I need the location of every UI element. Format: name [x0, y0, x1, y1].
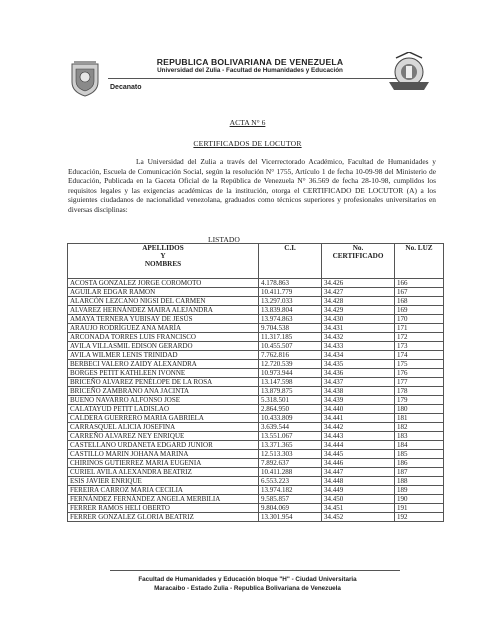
cell-ci: 13.301.954	[259, 513, 322, 522]
header-decanato: Decanato	[110, 84, 142, 91]
table-row	[68, 369, 444, 378]
header-luz: No. LUZ	[395, 244, 444, 279]
cell-luz: 192	[395, 513, 444, 522]
cell-name: ALARCÓN LEZCANO NIGSI DEL CARMEN	[68, 297, 259, 306]
cell-name: ACOSTA GONZALEZ JORGE COROMOTO	[68, 279, 259, 288]
cell-luz: 179	[395, 396, 444, 405]
cell-certificate: 34.443	[322, 432, 395, 441]
cell-name: ESIS JAVIER ENRIQUE	[68, 477, 259, 486]
cell-name: CHIRINOS GUTIERREZ MARIA EUGENIA	[68, 459, 259, 468]
table-row	[68, 387, 444, 396]
cell-luz: 167	[395, 288, 444, 297]
cell-certificate: 34.447	[322, 468, 395, 477]
cell-certificate: 34.429	[322, 306, 395, 315]
cell-luz: 176	[395, 369, 444, 378]
cell-certificate: 34.436	[322, 369, 395, 378]
cell-ci: 10.433.809	[259, 414, 322, 423]
cell-ci: 9.804.069	[259, 504, 322, 513]
cell-luz: 183	[395, 432, 444, 441]
header-names-line3: NOMBRES	[144, 260, 182, 268]
cell-name: CARREÑO ALVAREZ NEY ENRIQUE	[68, 432, 259, 441]
table-row	[68, 378, 444, 387]
cell-luz: 190	[395, 495, 444, 504]
cell-ci: 12.720.539	[259, 360, 322, 369]
cell-certificate: 34.433	[322, 342, 395, 351]
table-row	[68, 477, 444, 486]
certificate-paragraph: La Universidad del Zulia a través del Vicerrectorado Académico, Facultad de Humanidades y Educación, Escuela de Comunicación Social, según la resolución N° 1755, Artículo 1 de fecha 10-09-98 del Ministerio de Educación, Publicada en la Gaceta Oficial de la República de Venezuela N° 36.569 de fecha 28-10-98, cumplidos los requisitos legales y las exigencias académicas de la institución, otorga el CERTIFICADO DE LOCUTOR (A) a los siguientes ciudadanos de nacionalidad venezolana, graduados como técnicos superiores y profesionales universitarios en diversas disciplinas:	[68, 157, 436, 214]
cell-luz: 166	[395, 279, 444, 288]
cell-ci: 5.318.501	[259, 396, 322, 405]
cell-name: FERNÁNDEZ FERNÁNDEZ ANGELA MERBILIA	[68, 495, 259, 504]
header-subtitle: Universidad del Zulia - Facultad de Humanidades y Educación	[157, 67, 343, 74]
table-row	[68, 342, 444, 351]
table-row	[68, 441, 444, 450]
cell-name: AMAYA TERNERA YUBISAY DE JESÚS	[68, 315, 259, 324]
table-row	[68, 351, 444, 360]
cell-ci: 13.551.067	[259, 432, 322, 441]
cell-certificate: 34.448	[322, 477, 395, 486]
faculty-emblem-icon	[384, 52, 434, 94]
cell-name: FERRER GONZALEZ GLORIA BEATRIZ	[68, 513, 259, 522]
cell-certificate: 34.430	[322, 315, 395, 324]
table-row	[68, 297, 444, 306]
cell-ci: 12.513.303	[259, 450, 322, 459]
cell-name: ARCONADA TORRES LUIS FRANCISCO	[68, 333, 259, 342]
header-divider	[108, 78, 398, 79]
footer-address-line2: Maracaibo - Estado Zulia - Republica Bolivariana de Venezuela	[154, 585, 341, 592]
cell-ci: 13.147.598	[259, 378, 322, 387]
cell-ci: 7.762.816	[259, 351, 322, 360]
cell-name: FERRER RAMOS HELI OBERTO	[68, 504, 259, 513]
cell-name: AVILA WILMER LENIS TRINIDAD	[68, 351, 259, 360]
cell-certificate: 34.444	[322, 441, 395, 450]
cell-name: CALDERA GUERRERO MARIA GABRIELA	[68, 414, 259, 423]
table-row	[68, 513, 444, 522]
university-seal-icon	[68, 60, 102, 98]
header-certificate	[322, 244, 395, 279]
cell-certificate: 34.439	[322, 396, 395, 405]
cell-ci: 13.974.182	[259, 486, 322, 495]
cell-name: BERBECI VALERO ZAIDY ALEXANDRA	[68, 360, 259, 369]
cell-name: AVILA VILLASMIL EDISON GERARDO	[68, 342, 259, 351]
header-certificate-line1: No.	[352, 244, 364, 252]
cell-luz: 185	[395, 450, 444, 459]
header-title: REPUBLICA BOLIVARIANA DE VENEZUELA	[156, 57, 344, 67]
cell-certificate: 34.434	[322, 351, 395, 360]
cell-name: BRICEÑO ALVAREZ PENÉLOPE DE LA ROSA	[68, 378, 259, 387]
table-row	[68, 306, 444, 315]
cell-name: BORGES PETIT KATHLEEN IVONNE	[68, 369, 259, 378]
cell-luz: 184	[395, 441, 444, 450]
cell-certificate: 34.446	[322, 459, 395, 468]
letterhead	[60, 48, 440, 108]
cell-name: CURIEL AVILA ALEXANDRA BEATRIZ	[68, 468, 259, 477]
cell-luz: 178	[395, 387, 444, 396]
cell-ci: 10.411.779	[259, 288, 322, 297]
cell-name: BRICEÑO ZAMBRANO ANA JACINTA	[68, 387, 259, 396]
cell-ci: 9.704.538	[259, 324, 322, 333]
cell-name: AGUILAR EDGAR RAMON	[68, 288, 259, 297]
cell-certificate: 34.428	[322, 297, 395, 306]
cell-ci: 13.371.365	[259, 441, 322, 450]
cell-ci: 13.839.804	[259, 306, 322, 315]
cell-luz: 177	[395, 378, 444, 387]
table-row	[68, 414, 444, 423]
cell-name: FEREIRA CARROZ MARIA CECILIA	[68, 486, 259, 495]
header-certificate-line2: CERTIFICADO	[332, 252, 384, 260]
listado-label: LISTADO	[208, 235, 240, 244]
cell-ci: 11.317.185	[259, 333, 322, 342]
cell-ci: 10.973.944	[259, 369, 322, 378]
cell-certificate: 34.432	[322, 333, 395, 342]
cell-ci: 10.455.507	[259, 342, 322, 351]
cell-name: CALATAYUD PETIT LADISLAO	[68, 405, 259, 414]
certificates-table	[67, 243, 444, 522]
cell-certificate: 34.451	[322, 504, 395, 513]
cell-certificate: 34.452	[322, 513, 395, 522]
cell-certificate: 34.441	[322, 414, 395, 423]
cell-ci: 6.553.223	[259, 477, 322, 486]
cell-luz: 181	[395, 414, 444, 423]
cell-certificate: 34.445	[322, 450, 395, 459]
header-ci: C.I.	[259, 244, 322, 279]
cell-name: ALVAREZ HERNÁNDEZ MAIRA ALEJANDRA	[68, 306, 259, 315]
cell-certificate: 34.437	[322, 378, 395, 387]
cell-ci: 13.297.033	[259, 297, 322, 306]
cell-certificate: 34.435	[322, 360, 395, 369]
table-row	[68, 432, 444, 441]
cell-luz: 174	[395, 351, 444, 360]
table-row	[68, 486, 444, 495]
header-names-line1: APELLIDOS	[142, 244, 184, 252]
cell-certificate: 34.449	[322, 486, 395, 495]
cell-name: CARRASQUEL ALICIA JOSEFINA	[68, 423, 259, 432]
cell-ci: 13.974.863	[259, 315, 322, 324]
cell-name: CASTELLANO URDANETA EDGARD JUNIOR	[68, 441, 259, 450]
table-row	[68, 468, 444, 477]
cell-luz: 168	[395, 297, 444, 306]
acta-number: ACTA N° 6	[229, 118, 266, 127]
table-row	[68, 360, 444, 369]
cell-luz: 188	[395, 477, 444, 486]
cell-luz: 173	[395, 342, 444, 351]
cell-luz: 180	[395, 405, 444, 414]
table-row	[68, 423, 444, 432]
cell-luz: 187	[395, 468, 444, 477]
cell-certificate: 34.440	[322, 405, 395, 414]
table-row	[68, 459, 444, 468]
cell-luz: 175	[395, 360, 444, 369]
cell-name: BUENO NAVARRO ALFONSO JOSE	[68, 396, 259, 405]
table-row	[68, 450, 444, 459]
cell-ci: 2.864.950	[259, 405, 322, 414]
table-row	[68, 324, 444, 333]
cell-ci: 7.892.637	[259, 459, 322, 468]
table-row	[68, 405, 444, 414]
cell-ci: 3.639.544	[259, 423, 322, 432]
cell-luz: 182	[395, 423, 444, 432]
cell-luz: 189	[395, 486, 444, 495]
cell-name: ARAUJO RODRÍGUEZ ANA MARÍA	[68, 324, 259, 333]
footer-address-line1: Facultad de Humanidades y Educación bloque "H" - Ciudad Universitaria	[138, 576, 357, 583]
cell-certificate: 34.431	[322, 324, 395, 333]
table-row	[68, 504, 444, 513]
footer-divider	[110, 570, 400, 571]
cell-luz: 170	[395, 315, 444, 324]
cell-luz: 169	[395, 306, 444, 315]
table-row	[68, 396, 444, 405]
cell-luz: 171	[395, 324, 444, 333]
table-row	[68, 315, 444, 324]
cell-ci: 4.178.863	[259, 279, 322, 288]
table-header-row	[68, 244, 444, 279]
table-row	[68, 333, 444, 342]
header-names-line2: Y	[160, 252, 166, 260]
table-row	[68, 495, 444, 504]
cell-ci: 13.879.875	[259, 387, 322, 396]
cell-ci: 9.585.857	[259, 495, 322, 504]
cell-ci: 10.411.288	[259, 468, 322, 477]
cell-luz: 172	[395, 333, 444, 342]
table-body	[68, 279, 444, 522]
cell-certificate: 34.427	[322, 288, 395, 297]
document-heading: CERTIFICADOS DE LOCUTOR	[193, 139, 302, 148]
table-row	[68, 288, 444, 297]
cell-certificate: 34.442	[322, 423, 395, 432]
cell-luz: 191	[395, 504, 444, 513]
cell-certificate: 34.450	[322, 495, 395, 504]
header-names	[68, 244, 259, 279]
cell-certificate: 34.438	[322, 387, 395, 396]
table-row	[68, 279, 444, 288]
cell-certificate: 34.426	[322, 279, 395, 288]
cell-name: CASTILLO MARIN JOHANA MARINA	[68, 450, 259, 459]
cell-luz: 186	[395, 459, 444, 468]
